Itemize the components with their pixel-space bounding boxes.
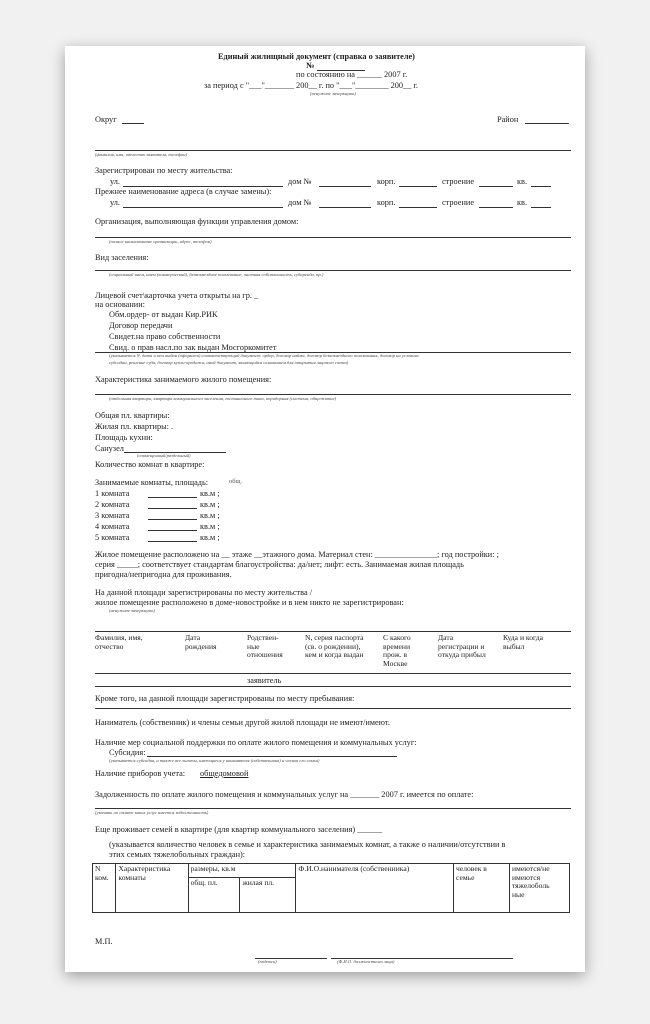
meters-label: Наличие приборов учета:	[95, 769, 186, 778]
support-label: Наличие мер социальной поддержки по оплате жилого помещения и коммунальных услуг:	[95, 738, 417, 747]
families-table-cell	[296, 864, 454, 913]
basis-note: (указывается N, дата и кем выдан (оформлен) соответствующий документ: ордер, договор найма, договор безвозмездного пользования, договор на условиях	[109, 353, 419, 358]
basis-item: Обм.ордер- от выдан Кир.РИК	[109, 310, 218, 319]
room-label: 5 комната	[95, 533, 130, 542]
characteristic-line	[95, 394, 571, 395]
table1-header-left	[503, 634, 543, 651]
house-label: дом №	[288, 177, 312, 186]
house-line	[319, 186, 371, 187]
occupancy-note: (социальный наем, наем (коммерческий), безвозмездное пользование, частная собственность, субаренда, пр.)	[109, 272, 324, 277]
room-line	[148, 519, 197, 520]
structure-line	[479, 186, 513, 187]
families-label: Еще проживает семей в квартире (для квартир коммунального заселения) ______	[95, 825, 383, 834]
living-area-label: Жилая пл. квартиры: .	[95, 422, 174, 431]
as-of-date: по состоянию на ______ 2007 г.	[296, 70, 408, 79]
account-label: Лицевой счет\карточка учета открыты на гр. _	[95, 291, 259, 300]
header-text: N, серия паспорта (св. о рождении), кем и когда выдан	[305, 633, 364, 660]
registered-here-note: (ненужное зачеркнуть)	[109, 608, 156, 613]
structure-label: строение	[442, 177, 475, 186]
temporary-registration-line	[95, 708, 571, 709]
occupancy-label: Вид заселения:	[95, 253, 149, 262]
meters-value: общедомовой	[200, 769, 249, 778]
occupied-rooms-label: Занимаемые комнаты, площадь:	[95, 478, 209, 487]
families-table-cell	[454, 864, 510, 913]
former-street-label: ул.	[110, 198, 120, 207]
document-number: №	[306, 61, 315, 70]
room-label: 2 комната	[95, 500, 130, 509]
former-address-label: Прежнее наименование адреса (в случае замены):	[95, 187, 272, 196]
header-text: С какого времени прож. в Москве	[383, 633, 411, 669]
okrug-label: Округ	[95, 115, 117, 124]
families-note1: (указывается количество человек в семье и характеристика занимаемых комнат, а также о наличии/отсутствии в	[109, 840, 506, 849]
table1-header-passport	[305, 634, 364, 660]
subsidy-note: (указывается субсидия, а также все льготы, имеющиеся у нанимателя (собственника) и членов его семьи)	[109, 758, 320, 763]
header-text: общ. пл.	[190, 878, 218, 887]
residents-table-top-line	[95, 631, 571, 632]
bathroom-label: Санузел	[95, 444, 124, 453]
document-sheet	[65, 46, 585, 972]
room-line	[148, 508, 197, 509]
stamp-label: М.П.	[95, 937, 113, 946]
name-note: (Ф.И.О. должностного лица)	[337, 959, 395, 964]
building-label: корп.	[377, 177, 396, 186]
registered-here-line1: На данной площади зарегистрированы по месту жительства /	[95, 588, 313, 597]
debt-note: (указать по оплате каких услуг имеется задолженность)	[95, 810, 209, 815]
occupied-rooms-suffix: общ.	[229, 478, 243, 485]
organization-label: Организация, выполняющая функции управления домом:	[95, 217, 299, 226]
families-table-cell	[93, 864, 116, 913]
period-note: (ненужное зачеркнуть)	[310, 91, 357, 96]
debt-label: Задолженность по оплате жилого помещения и коммунальных услуг на _______ 2007 г. имеется по оплате:	[95, 790, 474, 799]
families-table-cell	[116, 864, 188, 913]
characteristic-note: (отдельная квартира, квартира коммунального заселения, гостиничного типа, коридорная (система, общежитие)	[109, 396, 337, 401]
organization-line	[95, 237, 571, 238]
building-info-line3: пригодна/непригодна для проживания.	[95, 570, 232, 579]
families-table-cell	[509, 864, 569, 913]
header-text: Куда и когда выбыл	[503, 633, 543, 651]
room-unit: кв.м ;	[200, 533, 220, 542]
former-apartment-line	[531, 207, 551, 208]
building-info-line2: серия _____; соответствует стандартам благоустройства: да/нет; лифт: есть. Занимаемая жилая площадь	[95, 560, 464, 569]
room-unit: кв.м ;	[200, 500, 220, 509]
header-text: Характеристика комнаты	[118, 864, 171, 882]
former-apartment-label: кв.	[517, 198, 528, 207]
header-text: N ком.	[95, 864, 109, 882]
residents-table-header-line	[95, 673, 571, 674]
rayon-line	[525, 123, 569, 124]
families-table-cell	[240, 878, 296, 913]
occupancy-line	[95, 270, 571, 271]
header-text: имеются/не имеются тяжелоболь ные	[511, 864, 550, 900]
former-house-label: дом №	[288, 198, 312, 207]
former-house-line	[319, 207, 371, 208]
subsidy-label: Субсидия:	[109, 748, 146, 757]
okrug-line	[122, 123, 144, 124]
header-text: Дата рождения	[185, 633, 217, 651]
families-table-cell	[188, 864, 296, 878]
former-building-line	[399, 207, 437, 208]
bathroom-note: (совмещенный/раздельный)	[137, 453, 191, 458]
registered-label: Зарегистрирован по месту жительства:	[95, 166, 233, 175]
subsidy-line	[147, 756, 397, 757]
other-area-label: Наниматель (собственник) и члены семьи другой жилой площади не имеют/имеют.	[95, 718, 390, 727]
families-table-cell	[188, 878, 240, 913]
signature-note: (подпись)	[258, 959, 277, 964]
fio-note: (фамилия, имя, отчество заявителя, телефон)	[95, 152, 188, 157]
header-text: человек в семье	[456, 864, 487, 882]
former-structure-line	[479, 207, 513, 208]
header-text: жилая пл.	[242, 878, 275, 887]
room-label: 4 комната	[95, 522, 130, 531]
kitchen-area-label: Площадь кухни:	[95, 433, 153, 442]
room-line	[148, 497, 197, 498]
basis-item: Свидет.на право собственности	[109, 332, 221, 341]
registered-here-line2: жилое помещение расположено в доме-новостройке и в нем никто не зарегистрирован:	[95, 598, 404, 607]
street-label: ул.	[110, 177, 120, 186]
rayon-label: Район	[497, 115, 519, 124]
families-note2: этих семьях тяжелобольных граждан):	[109, 850, 246, 859]
residents-table-row-line	[95, 686, 571, 687]
basis-note: субсидии, решение суда, договор купли-продажи, иной документ, являющийся основанием для открытия лицевого счета)	[109, 360, 349, 365]
period: за период с "___"_______ 200__ г. по "___"________ 200__ г.	[204, 81, 418, 90]
room-label: 3 комната	[95, 511, 130, 520]
building-info-line1: Жилое помещение расположено на __ этаже __этажного дома. Материал стен: _______________; год постройки: ;	[95, 550, 499, 559]
temporary-registration-label: Кроме того, на данной площади зарегистрированы по месту пребывания:	[95, 694, 355, 703]
room-line	[148, 541, 197, 542]
former-street-line	[123, 207, 283, 208]
apartment-label: кв.	[517, 177, 528, 186]
former-building-label: корп.	[377, 198, 396, 207]
apartment-line	[531, 186, 551, 187]
fio-line	[95, 150, 571, 151]
header-text: Дата регистрации и откуда прибыл	[438, 633, 486, 660]
table1-header-registration	[438, 634, 486, 660]
applicant-relation: заявитель	[247, 676, 282, 685]
header-text: размеры, кв.м	[190, 864, 236, 873]
room-unit: кв.м ;	[200, 511, 220, 520]
room-line	[148, 530, 197, 531]
building-line	[399, 186, 437, 187]
header-text: Ф.И.О.нанимателя (собственника)	[298, 864, 410, 873]
rooms-count-label: Количество комнат в квартире:	[95, 460, 205, 469]
room-label: 1 комната	[95, 489, 130, 498]
total-area-label: Общая пл. квартиры:	[95, 411, 170, 420]
table1-header-since	[383, 634, 411, 669]
table1-header-birth	[185, 634, 217, 651]
families-table	[92, 863, 570, 913]
former-structure-label: строение	[442, 198, 475, 207]
header-text: Фамилия, имя, отчество	[95, 633, 143, 651]
basis-item: Договор передачи	[109, 321, 173, 330]
basis-item: Свид. о прав насл.по зак выдан Мосгоркомитет	[109, 343, 277, 352]
room-unit: кв.м ;	[200, 489, 220, 498]
table1-header-relation	[247, 634, 283, 660]
characteristic-label: Характеристика занимаемого жилого помещения:	[95, 375, 272, 384]
header-text: Родствен- ные отношения	[247, 633, 283, 660]
table1-header-name	[95, 634, 143, 651]
debt-line	[95, 808, 571, 809]
room-unit: кв.м ;	[200, 522, 220, 531]
organization-note: (полное наименование организации, адрес, телефон)	[109, 239, 212, 244]
basis-label: на основании:	[95, 300, 145, 309]
document-title: Единый жилищный документ (справка о заявителе)	[218, 52, 415, 61]
